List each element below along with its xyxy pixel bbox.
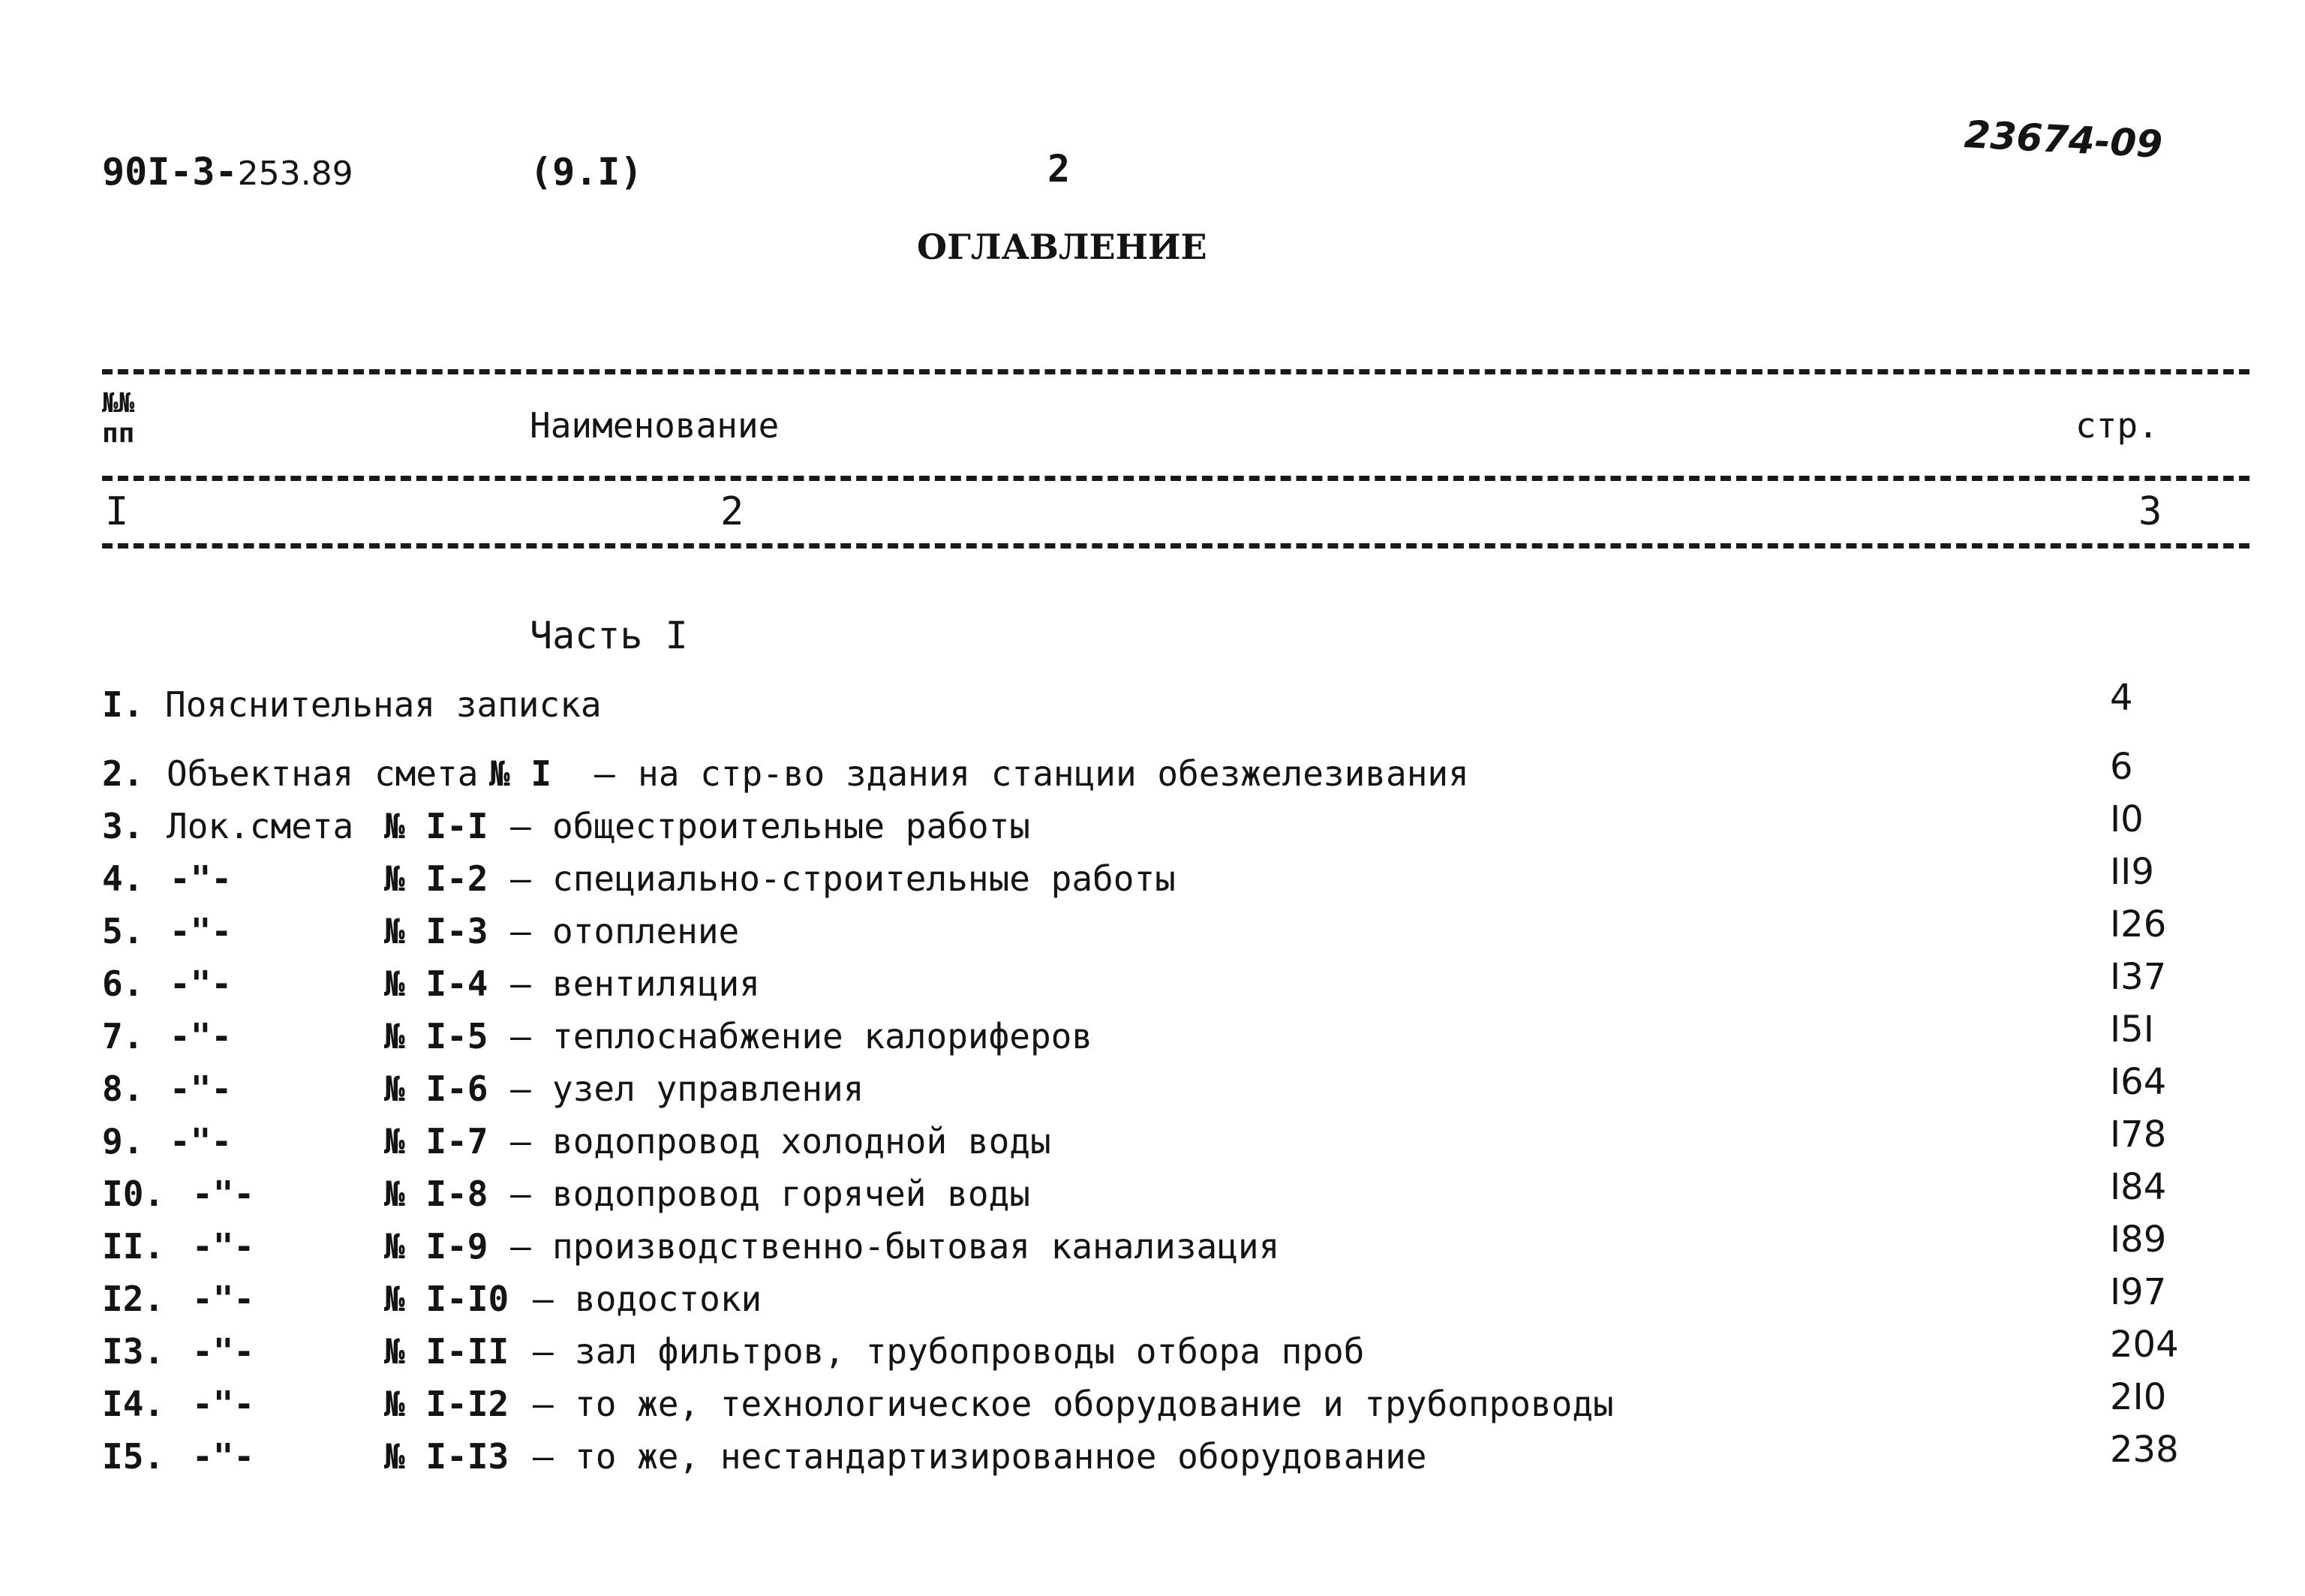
- toc-item-dash: –: [510, 806, 531, 846]
- toc-item-number: I.: [102, 684, 144, 725]
- page-title: ОГЛАВЛЕНИЕ: [917, 227, 1207, 267]
- toc-item-ref: № I-8: [384, 1174, 488, 1214]
- toc-item: [0, 746, 2305, 806]
- col-page-header: стр.: [2075, 405, 2159, 446]
- toc-item-prefix: -"-: [170, 1069, 233, 1109]
- toc-item-dash: –: [510, 963, 531, 1004]
- toc-item-ref: № I-3: [384, 911, 488, 951]
- col-index-1: I: [105, 489, 129, 534]
- col-number-header: [102, 389, 134, 449]
- toc-item-ref: № I-I0: [384, 1279, 509, 1319]
- toc-item-page: 6: [2110, 746, 2133, 788]
- toc-item-text: водопровод горячей воды: [552, 1174, 1030, 1214]
- toc-item-page: I78: [2110, 1114, 2167, 1156]
- dashed-divider: [102, 369, 2249, 374]
- toc-item: [0, 903, 2305, 963]
- toc-item-text: то же, нестандартизированное оборудование: [575, 1436, 1427, 1477]
- toc-item: [0, 1219, 2305, 1279]
- dashed-divider: [102, 543, 2249, 549]
- toc-item-text: общестроительные работы: [552, 806, 1030, 846]
- toc-item-dash: –: [510, 1174, 531, 1214]
- toc-item: [0, 1008, 2305, 1069]
- toc-item-text: специально-строительные работы: [552, 858, 1176, 899]
- document-code: [102, 150, 353, 194]
- toc-item-text: зал фильтров, трубопроводы отбора проб: [575, 1331, 1365, 1372]
- toc-item-ref: № I-7: [384, 1121, 488, 1162]
- toc-item-text: отопление: [552, 911, 740, 951]
- toc-item-ref: № I-2: [384, 858, 488, 899]
- section-heading: Часть I: [530, 614, 688, 657]
- toc-item: [0, 851, 2305, 911]
- toc-item-dash: –: [510, 1016, 531, 1056]
- toc-item: [0, 1324, 2305, 1384]
- toc-item-dash: –: [533, 1384, 554, 1424]
- toc-item-page: I64: [2110, 1061, 2167, 1103]
- toc-item-number: 2.: [102, 753, 144, 794]
- toc-item: [0, 1166, 2305, 1226]
- toc-item: [0, 1061, 2305, 1121]
- toc-item-page: I84: [2110, 1166, 2167, 1208]
- toc-item-dash: –: [533, 1331, 554, 1372]
- toc-item-dash: –: [510, 911, 531, 951]
- dashed-divider: [102, 476, 2249, 481]
- col-number-header-line1: №№: [102, 388, 135, 419]
- toc-item-dash: –: [594, 753, 615, 794]
- toc-item-prefix: -"-: [170, 963, 233, 1004]
- toc-item-page: 204: [2110, 1324, 2179, 1366]
- toc-item-ref: № I-I2: [384, 1384, 509, 1424]
- toc-item-page: I89: [2110, 1219, 2167, 1261]
- toc-item-number: 5.: [102, 911, 144, 951]
- toc-item-text: вентиляция: [552, 963, 760, 1004]
- toc-item: [0, 677, 2305, 737]
- toc-item-prefix: -"-: [170, 1016, 233, 1056]
- toc-item-number: I3.: [102, 1331, 165, 1372]
- toc-item-text: водопровод холодной воды: [552, 1121, 1051, 1162]
- toc-item-page: I97: [2110, 1271, 2167, 1313]
- toc-item-text: Пояснительная записка: [165, 684, 602, 725]
- toc-item-number: 8.: [102, 1069, 144, 1109]
- toc-item-prefix: -"-: [192, 1279, 255, 1319]
- toc-item-ref: № I-I: [384, 806, 488, 846]
- toc-item-text: теплоснабжение калориферов: [552, 1016, 1093, 1056]
- toc-item: [0, 956, 2305, 1016]
- toc-item-page: 4: [2110, 677, 2133, 719]
- toc-item-page: I26: [2110, 903, 2167, 945]
- toc-item-dash: –: [533, 1279, 554, 1319]
- toc-item-ref: № I-4: [384, 963, 488, 1004]
- toc-item-prefix: -"-: [192, 1174, 255, 1214]
- toc-item-ref: № I-II: [384, 1331, 509, 1372]
- toc-item-number: I0.: [102, 1174, 165, 1214]
- toc-item-number: I4.: [102, 1384, 165, 1424]
- toc-item-prefix: -"-: [170, 858, 233, 899]
- toc-item-ref: № I-5: [384, 1016, 488, 1056]
- handwritten-number: 23674-09: [1963, 113, 2164, 167]
- toc-item: [0, 1376, 2305, 1436]
- document-code-handwritten: 253.89: [237, 155, 353, 193]
- toc-item-ref: № I: [489, 753, 552, 794]
- toc-item: [0, 798, 2305, 858]
- toc-item-number: 3.: [102, 806, 144, 846]
- toc-item-text: узел управления: [552, 1069, 864, 1109]
- toc-item-dash: –: [510, 1121, 531, 1162]
- toc-item-page: 2I0: [2110, 1376, 2167, 1418]
- toc-item-prefix: -"-: [192, 1331, 255, 1372]
- toc-item: [0, 1271, 2305, 1331]
- toc-item-page: I0: [2110, 798, 2144, 840]
- toc-item: [0, 1114, 2305, 1174]
- toc-item-dash: –: [533, 1436, 554, 1477]
- toc-item-prefix: Лок.смета: [167, 806, 354, 846]
- toc-item-page: II9: [2110, 851, 2154, 893]
- toc-item-prefix: -"-: [192, 1226, 255, 1267]
- toc-item-ref: № I-I3: [384, 1436, 509, 1477]
- toc-item-page: I5I: [2110, 1008, 2154, 1050]
- toc-item-ref: № I-6: [384, 1069, 488, 1109]
- col-number-header-line2: пп: [102, 418, 135, 449]
- document-code-printed: 90I-3-: [102, 150, 238, 194]
- document-part: (9.I): [530, 150, 643, 194]
- toc-item-prefix: -"-: [192, 1436, 255, 1477]
- toc-item-dash: –: [510, 1069, 531, 1109]
- toc-item-number: I2.: [102, 1279, 165, 1319]
- toc-item-prefix: Объектная смета: [167, 753, 479, 794]
- toc-item: [0, 1429, 2305, 1489]
- toc-item-text: водостоки: [575, 1279, 762, 1319]
- toc-item-number: 4.: [102, 858, 144, 899]
- toc-item-number: 6.: [102, 963, 144, 1004]
- toc-item-ref: № I-9: [384, 1226, 488, 1267]
- toc-item-prefix: -"-: [170, 911, 233, 951]
- toc-item-prefix: -"-: [170, 1121, 233, 1162]
- toc-item-prefix: -"-: [192, 1384, 255, 1424]
- col-index-3: 3: [2138, 489, 2162, 534]
- col-name-header: Наименование: [530, 405, 780, 446]
- page-number: 2: [1047, 147, 1071, 191]
- toc-item-page: 238: [2110, 1429, 2179, 1471]
- toc-item-number: 9.: [102, 1121, 144, 1162]
- toc-item-page: I37: [2110, 956, 2167, 998]
- toc-item-text: на стр-во здания станции обезжелезивания: [638, 753, 1469, 794]
- toc-item-text: производственно-бытовая канализация: [552, 1226, 1280, 1267]
- toc-item-dash: –: [510, 1226, 531, 1267]
- toc-item-number: I5.: [102, 1436, 165, 1477]
- col-index-2: 2: [720, 489, 744, 534]
- toc-item-dash: –: [510, 858, 531, 899]
- toc-item-text: то же, технологическое оборудование и трубопроводы: [575, 1384, 1614, 1424]
- toc-item-number: II.: [102, 1226, 165, 1267]
- toc-item-number: 7.: [102, 1016, 144, 1056]
